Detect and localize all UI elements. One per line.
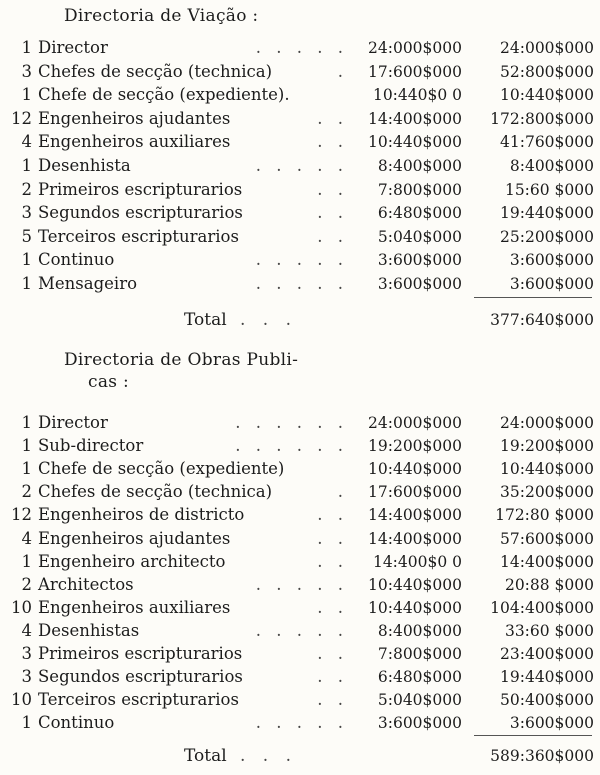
role-cell: Segundos escripturarios (38, 203, 243, 223)
total-rule (474, 297, 592, 298)
quantity-cell: 1 (21, 436, 32, 456)
table-row (0, 574, 600, 596)
unit-salary-cell: 17:600$000 (368, 62, 462, 81)
unit-salary-cell: 10:440$0 0 (372, 86, 462, 105)
unit-salary-cell: 6:480$000 (377, 204, 462, 223)
role-cell: Engenheiros ajudantes (38, 108, 231, 128)
unit-salary-cell: 8:400$000 (377, 157, 462, 175)
dot-leader: . . . . . (255, 713, 348, 733)
role-cell: Segundos escripturarios (38, 667, 243, 687)
subtotal-cell: 14:400$000 (500, 552, 594, 571)
quantity-cell: 2 (21, 179, 32, 199)
unit-salary-cell: 3:600$000 (377, 275, 462, 293)
dot-leader: . . (317, 108, 348, 128)
table-row (0, 249, 600, 271)
section-title-viacao: Directoria de Viação : (64, 6, 259, 26)
table-row (0, 37, 600, 59)
role-cell: Desenhistas (38, 620, 140, 640)
quantity-cell: 4 (21, 132, 32, 152)
role-cell: Chefe de secção (expediente) (38, 459, 285, 479)
quantity-cell: 3 (21, 203, 32, 223)
subtotal-cell: 10:440$000 (500, 86, 594, 105)
unit-salary-cell: 5:040$000 (377, 227, 462, 246)
subtotal-cell: 3:600$000 (509, 275, 594, 293)
dot-leader: . . (317, 551, 348, 571)
dot-leader: . . . . . (255, 38, 348, 57)
unit-salary-cell: 14:400$000 (368, 529, 462, 548)
subtotal-cell: 172:80 $000 (495, 506, 594, 525)
subtotal-cell: 10:440$000 (500, 460, 594, 479)
table-row (0, 179, 600, 201)
unit-salary-cell: 7:800$000 (377, 645, 462, 663)
subtotal-cell: 104:400$000 (490, 598, 594, 617)
total-value: 589:360$000 (490, 747, 594, 765)
quantity-cell: 1 (21, 551, 32, 571)
total-row-viacao (0, 308, 600, 332)
dot-leader: . . . . . . (235, 436, 348, 456)
total-rule (474, 735, 592, 736)
dot-leader: . . (317, 179, 348, 199)
quantity-cell: 2 (21, 574, 32, 594)
table-row (0, 226, 600, 248)
dot-leader: . . (317, 505, 348, 525)
subtotal-cell: 23:400$000 (500, 645, 594, 663)
subtotal-cell: 15:60 $000 (504, 180, 594, 199)
table-row (0, 131, 600, 153)
table-row (0, 504, 600, 526)
unit-salary-cell: 3:600$000 (377, 714, 462, 733)
unit-salary-cell: 7:800$000 (377, 180, 462, 199)
unit-salary-cell: 14:400$0 0 (372, 552, 462, 571)
role-cell: Primeiros escripturarios (38, 179, 243, 199)
table-row (0, 273, 600, 295)
unit-salary-cell: 3:600$000 (377, 251, 462, 270)
unit-salary-cell: 14:400$000 (368, 506, 462, 525)
dot-leader: . . . . . (255, 274, 348, 293)
subtotal-cell: 3:600$000 (509, 714, 594, 733)
role-cell: Engenheiros de districto (38, 505, 245, 525)
subtotal-cell: 19:200$000 (500, 437, 594, 456)
subtotal-cell: 41:760$000 (500, 133, 594, 152)
subtotal-cell: 35:200$000 (500, 483, 594, 502)
unit-salary-cell: 5:040$000 (377, 691, 462, 710)
role-cell: Sub-director (38, 436, 144, 456)
unit-salary-cell: 14:400$000 (368, 109, 462, 128)
role-cell: Terceiros escripturarios (38, 226, 239, 246)
quantity-cell: 10 (11, 690, 32, 710)
role-cell: Engenheiros auxiliares (38, 597, 231, 617)
subtotal-cell: 8:400$000 (509, 157, 594, 175)
unit-salary-cell: 24:000$000 (368, 414, 462, 432)
section-title-obras-line1: Directoria de Obras Publi- (64, 350, 299, 370)
role-cell: Mensageiro (38, 274, 138, 293)
role-cell: Desenhista (38, 156, 131, 175)
unit-salary-cell: 10:440$000 (368, 575, 462, 594)
quantity-cell: 1 (21, 274, 32, 293)
dot-leader: . . . . . (255, 620, 348, 640)
table-row (0, 412, 600, 434)
role-cell: Engenheiro architecto (38, 551, 226, 571)
dot-leader: . . . . . (255, 250, 348, 270)
unit-salary-cell: 8:400$000 (377, 621, 462, 640)
quantity-cell: 1 (21, 413, 32, 432)
table-row (0, 712, 600, 734)
table-row (0, 551, 600, 573)
table-row (0, 666, 600, 688)
table-row (0, 84, 600, 106)
subtotal-cell: 20:88 $000 (504, 575, 594, 594)
table-row (0, 597, 600, 619)
subtotal-cell: 172:800$000 (490, 109, 594, 128)
unit-salary-cell: 10:440$000 (368, 133, 462, 152)
dot-leader: . . (317, 528, 348, 548)
quantity-cell: 4 (21, 528, 32, 548)
dot-leader: . (337, 61, 348, 81)
subtotal-cell: 57:600$000 (500, 529, 594, 548)
table-row (0, 61, 600, 83)
role-cell: Terceiros escripturarios (38, 690, 239, 710)
unit-salary-cell: 19:200$000 (368, 437, 462, 456)
quantity-cell: 1 (21, 250, 32, 270)
unit-salary-cell: 24:000$000 (368, 39, 462, 57)
quantity-cell: 1 (21, 459, 32, 479)
table-row (0, 689, 600, 711)
dot-leader: . . (317, 203, 348, 223)
role-cell: Chefe de secção (expediente). (38, 85, 290, 105)
role-cell: Engenheiros auxiliares (38, 132, 231, 152)
dot-leader: . . (317, 644, 348, 663)
total-row-obras (0, 744, 600, 768)
quantity-cell: 1 (21, 713, 32, 733)
subtotal-cell: 19:440$000 (500, 204, 594, 223)
total-leader: . . . (240, 746, 298, 766)
quantity-cell: 3 (21, 667, 32, 687)
unit-salary-cell: 10:440$000 (368, 598, 462, 617)
subtotal-cell: 24:000$000 (500, 414, 594, 432)
subtotal-cell: 3:600$000 (509, 251, 594, 270)
unit-salary-cell: 10:440$000 (368, 460, 462, 479)
table-row (0, 202, 600, 224)
quantity-cell: 4 (21, 620, 32, 640)
role-cell: Continuo (38, 713, 115, 733)
table-row (0, 435, 600, 457)
table-row (0, 108, 600, 130)
dot-leader: . . (317, 226, 348, 246)
role-cell: Chefes de secção (technica) (38, 61, 273, 81)
role-cell: Primeiros escripturarios (38, 644, 243, 663)
unit-salary-cell: 17:600$000 (368, 483, 462, 502)
role-cell: Director (38, 413, 108, 432)
dot-leader: . (337, 482, 348, 502)
dot-leader: . . (317, 690, 348, 710)
quantity-cell: 5 (21, 226, 32, 246)
total-label: Total (184, 746, 227, 766)
role-cell: Architectos (38, 574, 134, 594)
total-leader: . . . (240, 310, 298, 330)
total-value: 377:640$000 (490, 311, 594, 329)
dot-leader: . . . . . (255, 574, 348, 594)
dot-leader: . . . . . (255, 156, 348, 175)
table-row (0, 528, 600, 550)
quantity-cell: 1 (21, 38, 32, 57)
dot-leader: . . (317, 667, 348, 687)
quantity-cell: 1 (21, 85, 32, 105)
role-cell: Chefes de secção (technica) (38, 482, 273, 502)
table-row (0, 481, 600, 503)
quantity-cell: 1 (21, 156, 32, 175)
table-row (0, 643, 600, 665)
quantity-cell: 10 (11, 597, 32, 617)
role-cell: Director (38, 38, 108, 57)
subtotal-cell: 52:800$000 (500, 62, 594, 81)
section-title-obras-line2: cas : (88, 372, 130, 392)
table-row (0, 155, 600, 177)
dot-leader: . . (317, 132, 348, 152)
unit-salary-cell: 6:480$000 (377, 668, 462, 687)
quantity-cell: 12 (11, 505, 32, 525)
role-cell: Continuo (38, 250, 115, 270)
dot-leader: . . (317, 597, 348, 617)
table-row (0, 620, 600, 642)
subtotal-cell: 50:400$000 (500, 691, 594, 710)
subtotal-cell: 33:60 $000 (504, 621, 594, 640)
subtotal-cell: 19:440$000 (500, 668, 594, 687)
quantity-cell: 12 (11, 108, 32, 128)
role-cell: Engenheiros ajudantes (38, 528, 231, 548)
dot-leader: . . . . . . (235, 413, 348, 432)
quantity-cell: 2 (21, 482, 32, 502)
quantity-cell: 3 (21, 644, 32, 663)
subtotal-cell: 24:000$000 (500, 39, 594, 57)
subtotal-cell: 25:200$000 (500, 227, 594, 246)
total-label: Total (184, 310, 227, 330)
table-row (0, 458, 600, 480)
quantity-cell: 3 (21, 61, 32, 81)
